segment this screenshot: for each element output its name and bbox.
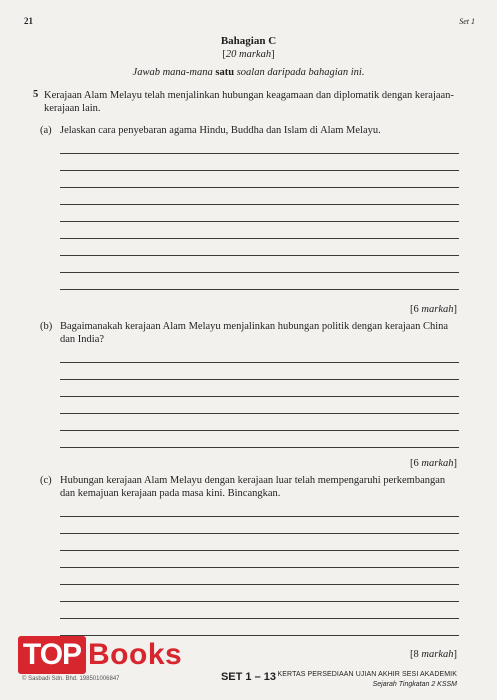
answer-line[interactable]: [60, 238, 459, 239]
part-b-marks-word: markah: [421, 458, 454, 469]
footer-publisher-line-2: Sejarah Tingkatan 2 KSSM: [372, 681, 457, 688]
section-title: Bahagian C: [220, 35, 277, 47]
answer-line[interactable]: [60, 516, 459, 517]
answer-line[interactable]: [60, 430, 459, 431]
part-c-marks-word: markah: [421, 649, 454, 660]
answer-line[interactable]: [60, 618, 459, 619]
answer-line[interactable]: [60, 379, 459, 380]
part-b-marks: [6 markah]: [410, 458, 457, 469]
section-marks-text: 20 markah: [225, 49, 272, 60]
answer-line[interactable]: [60, 289, 459, 290]
part-b-text-line-2: dan India?: [60, 334, 105, 345]
section-marks-open: [: [222, 49, 226, 60]
part-a-marks-word: markah: [421, 304, 454, 315]
part-c-label: (c): [40, 475, 52, 486]
part-a-text: Jelaskan cara penyebaran agama Hindu, Buddha dan Islam di Alam Melayu.: [60, 125, 381, 136]
answer-line[interactable]: [60, 272, 459, 273]
answer-line[interactable]: [60, 413, 459, 414]
answer-line[interactable]: [60, 153, 459, 154]
section-marks: [0, 49, 497, 60]
watermark-books-text: Books: [88, 638, 183, 671]
part-a-marks-number: 6: [413, 304, 419, 315]
part-b-label: (b): [40, 321, 53, 332]
instruction-bold: satu: [215, 67, 235, 78]
question-number: 5: [33, 89, 39, 100]
footer-publisher-line-1: KERTAS PERSEDIAAN UJIAN AKHIR SESI AKADEMIK: [277, 671, 457, 678]
copyright-notice: © Sasbadi Sdn. Bhd. 198501006847: [22, 676, 120, 682]
set-label: Set 1: [459, 17, 475, 26]
section-instruction: [0, 67, 497, 78]
part-a-marks: [6 markah]: [410, 304, 457, 315]
answer-line[interactable]: [60, 533, 459, 534]
question-stem-line-2: kerajaan lain.: [44, 103, 101, 114]
part-c-text-line-2: dan kemajuan kerajaan pada masa kini. Bincangkan.: [60, 488, 281, 499]
answer-line[interactable]: [60, 447, 459, 448]
page-number: 21: [24, 16, 33, 26]
answer-line[interactable]: [60, 567, 459, 568]
answer-line[interactable]: [60, 601, 459, 602]
answer-line[interactable]: [60, 204, 459, 205]
part-a-label: (a): [40, 125, 52, 136]
part-b-text-line-1: Bagaimanakah kerajaan Alam Melayu menjalinkan hubungan politik dengan kerajaan China: [60, 321, 449, 332]
part-b-marks-number: 6: [413, 458, 419, 469]
part-c-marks: [8 markah]: [410, 649, 457, 660]
answer-line[interactable]: [60, 362, 459, 363]
watermark-top-text: TOP: [18, 636, 86, 674]
answer-line[interactable]: [60, 550, 459, 551]
part-c-text-line-1: Hubungan kerajaan Alam Melayu dengan kerajaan luar telah mempengaruhi perkembangan: [60, 475, 446, 486]
section-marks-close: ]: [271, 49, 275, 60]
answer-line[interactable]: [60, 187, 459, 188]
answer-line[interactable]: [60, 584, 459, 585]
footer-set-page: SET 1 – 13: [220, 671, 277, 683]
answer-line[interactable]: [60, 396, 459, 397]
instruction-post: soalan daripada bahagian ini.: [234, 67, 365, 78]
answer-line[interactable]: [60, 221, 459, 222]
instruction-pre: Jawab mana-mana: [132, 67, 216, 78]
part-c-marks-number: 8: [413, 649, 419, 660]
question-stem-line-1: Kerajaan Alam Melayu telah menjalinkan hubungan keagamaan dan diplomatik dengan kerajaan-: [44, 90, 454, 101]
answer-line[interactable]: [60, 170, 459, 171]
answer-line[interactable]: [60, 255, 459, 256]
